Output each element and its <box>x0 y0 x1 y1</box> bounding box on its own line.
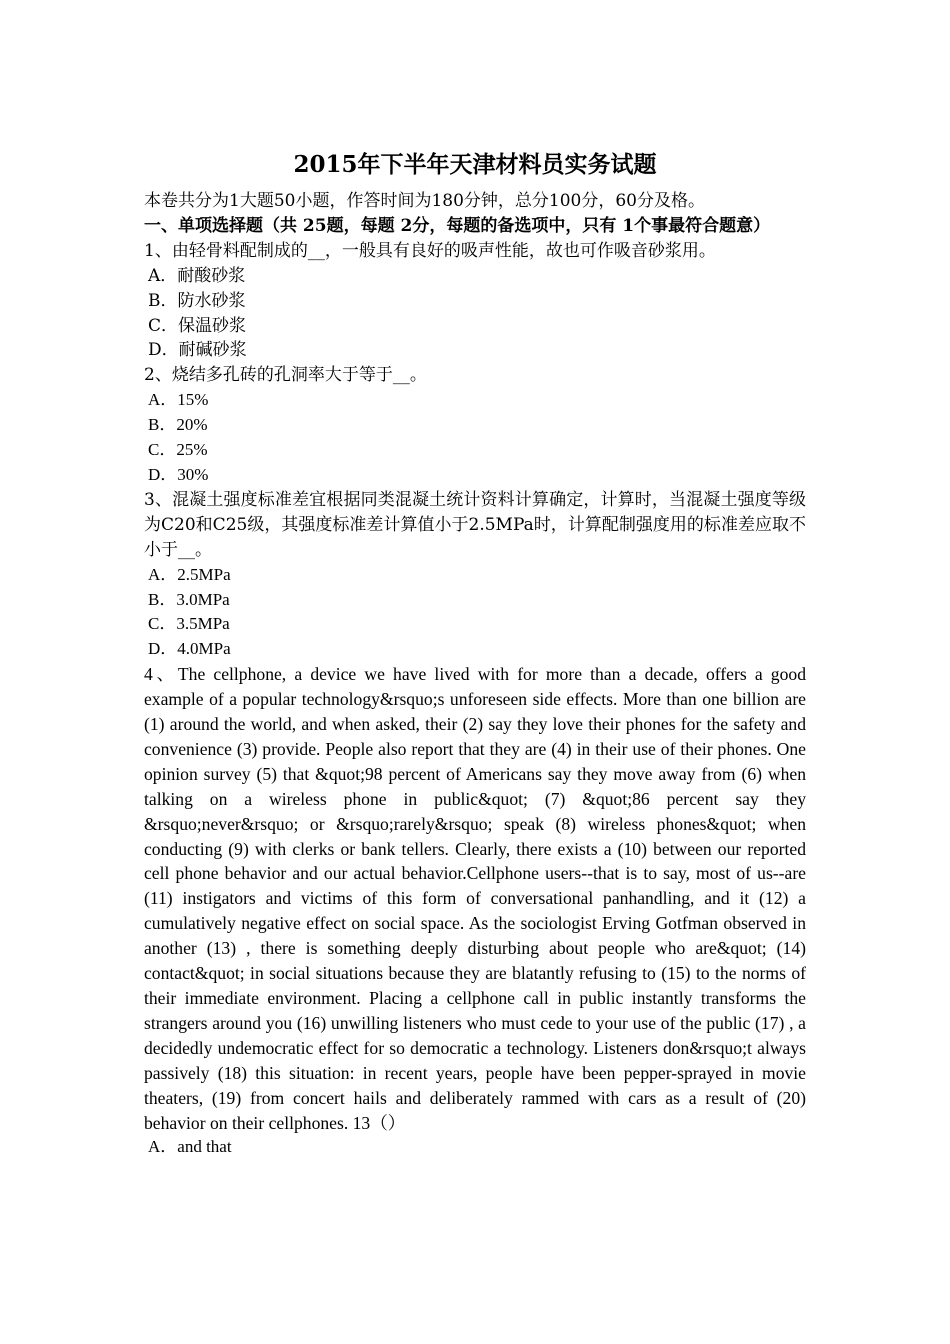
option-b: B．3.0MPa <box>148 589 230 609</box>
option-d: D．4.0MPa <box>148 639 231 659</box>
option-d: D．30% <box>148 464 209 484</box>
option-c: C．25% <box>148 440 208 460</box>
exam-intro: 本卷共分为1大题50小题，作答时间为180分钟，总分100分，60分及格。 <box>144 191 705 211</box>
option-a: A．15% <box>148 390 209 410</box>
section-title: 一、单项选择题（共 25题，每题 2分，每题的备选项中，只有 1个事最符合题意） <box>144 215 771 236</box>
question-4 <box>144 662 806 1160</box>
option-c: C．保温砂浆 <box>148 315 247 336</box>
option-d: D．耐碱砂浆 <box>148 340 247 361</box>
option-a: A．耐酸砂浆 <box>148 265 246 286</box>
question-3 <box>144 488 806 662</box>
option-b: B．防水砂浆 <box>148 290 246 311</box>
document-title: 2015年下半年天津材料员实务试题 <box>293 151 657 178</box>
question-stem: 3、混凝土强度标准差宜根据同类混凝土统计资料计算确定，计算时，当混凝土强度等级为C20和C25级，其强度标准差计算值小于2.5MPa时，计算配制强度用的标准差应取不小于__。 <box>144 489 806 560</box>
option-c: C．3.5MPa <box>148 614 230 634</box>
question-1 <box>144 239 806 364</box>
option-b: B．20% <box>148 415 208 435</box>
question-stem: 1、由轻骨料配制成的__，一般具有良好的吸声性能，故也可作吸音砂浆用。 <box>144 240 716 261</box>
document-page <box>144 150 806 1160</box>
question-2 <box>144 363 806 488</box>
question-stem: 2、烧结多孔砖的孔洞率大于等于__。 <box>144 365 427 386</box>
option-a: A．2.5MPa <box>148 564 231 584</box>
reading-passage: 4、The cellphone, a device we have lived with for more than a decade, offers a good example of a popular technology&rsquo;s unforeseen side effects. More than one billion are (1) around the world, and when asked, their (2) say they love their phones for the safety and convenience (3) provide. People also report that they are (4) in their use of their phones. One opinion survey (5) that &quot;98 percent of Americans say they move away from (6) when talking on a wireless phone in public&quot; (7) &quot;86 percent say they &rsquo;never&rsquo; or &rsquo;rarely&rsquo; speak (8) wireless phones&quot; when conducting (9) with clerks or bank tellers. Clearly, there exists a (10) between our reported cell phone behavior and our actual behavior.Cellphone users--that is to say, most of us--are (11) instigators and victims of this form of conversational panhandling, and it (12) a cumulatively negative effect on social space. As the sociologist Erving Gotfman observed in another (13) , there is something deeply disturbing about people who are&quot; (14) contact&quot; in social situations because they are blatantly refusing to (15) to the norms of their immediate environment. Placing a cellphone call in public instantly transforms the strangers around you (16) unwilling listeners who must cede to your use of the public (17) , a decidedly undemocratic effect for so democratic a technology. Listeners don&rsquo;t always passively (18) this situation: in recent years, people have been pepper-sprayed in movie theaters, (19) from concert hails and deliberately rammed with cars as a result of (20) behavior on their cellphones. 13（） <box>144 664 806 1133</box>
option-a: A．and that <box>148 1137 232 1157</box>
